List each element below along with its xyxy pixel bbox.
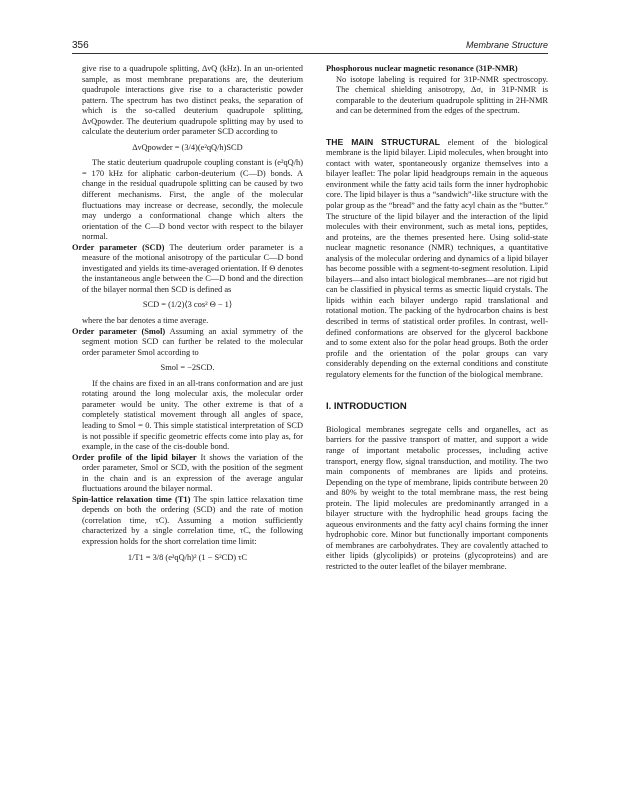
glossary-entry-p31-nmr [326,64,548,75]
page-number: 356 [72,40,89,51]
left-column [72,64,303,568]
glossary-entry-spin-lattice [72,495,303,548]
paragraph: The static deuterium quadrupole coupling constant is (e²qQ/h) = 170 kHz for aliphatic carbon-deuterium (C—D) bonds. A change in the residual quadrupole splitting can be caused by two different mechanisms. First, the angle of the molecular fluctuations may increase or decrease, secondly, the molecule may undergo a conformational change which alters the orientation of the C—D bond vector with respect to the bilayer normal. [82,158,303,242]
glossary-term: Spin-lattice relaxation time (T1) [72,494,191,504]
paragraph: If the chains are fixed in an all-trans conformation and are just rotating around the long molecular axis, the molecular order parameter would be unity. The other extreme is that of a completely statistical movement through all angles of space, leading to Smol = 0. This simple statistical interpretation of SCD is not possible if specific geometric effects come into play as, for example, in the case of the cis-double bond. [82,378,303,452]
glossary-definition: It shows the variation of the order parameter, Smol or SCD, with the position of the segment in the chain and is an expression of the average angular fluctuations around the bilayer normal. [82,452,303,494]
equation-powder-splitting: ΔνQpowder = (3/4)(e²qQ/h)SCD [132,142,243,152]
paragraph: give rise to a quadrupole splitting, ΔνQ (kHz). In an un-oriented sample, as most membrane preparations are, the deuterium quadrupole interactions give rise to a characteristic powder pattern. The spectrum has two distinct peaks, the separation of which is the so-called deuterium quadrupole splitting, ΔνQpowder. The deuterium quadrupole splitting may by used to calculate the deuterium order parameter SCD according to [82,64,303,137]
glossary-entry-order-parameter-smol [72,327,303,359]
glossary-term: Order parameter (Smol) [72,326,166,336]
glossary-definition: The deuterium order parameter is a measure of the motional anisotropy of the particular C—D bond investigated and yields its time-averaged orientation. If Θ denotes the instantaneous angle between the C—D bond and the direction of the bilayer normal then SCD is defined as [82,242,303,294]
equation-smol: Smol = −2SCD. [160,363,215,373]
abstract-paragraph [326,137,548,381]
glossary-term: Order profile of the lipid bilayer [72,452,197,462]
section-heading-introduction: I. INTRODUCTION [326,401,407,413]
glossary-term: Order parameter (SCD) [72,242,165,252]
abstract-lead-in: THE MAIN STRUCTURAL [326,136,440,147]
glossary-definition: Assuming an axial symmetry of the segment motion SCD can further be related to the molecular order parameter Smol according to [82,326,303,357]
header-rule [72,53,548,54]
glossary-definition: The spin lattice relaxation time depends on both the ordering (SCD) and the rate of motion (correlation time, τC). Assuming a motion sufficiently characterized by a single correlation time, τC, the following expression holds for the short correlation time limit: [82,494,303,546]
glossary-entry-order-profile [72,453,303,495]
glossary-definition: No isotope labeling is required for 31P-NMR spectroscopy. The chemical shielding anisotropy, Δσ, in 31P-NMR is comparable to the deuterium quadrupole splitting in 2H-NMR and can be determined from the edges of the spectrum. [336,74,548,116]
paragraph: where the bar denotes a time average. [82,316,209,326]
introduction-paragraph: Biological membranes segregate cells and organelles, act as barriers for the passive transport of matter, and support a wide range of important metabolic processes, including active transport, energy flow, signal transduction, and motility. The two main components of membranes are lipids and proteins. Depending on the type of membrane, lipids contribute between 20 and 80% by weight to the total membrane mass, the rest being protein. The lipid molecules are predominantly arranged in a bilayer structure with the hydrophilic head groups facing the aqueous environments and the fatty acyl chains forming the inner hydrophobic core. Minor but functionally important components of membranes are carbohydrates. They are covalently attached to either lipids (glycolipids) or proteins (glycoproteins) and are restricted to the outer leaflet of the bilayer membrane. [326,424,548,571]
equation-order-parameter: SCD = (1/2)⟨3 cos² Θ − 1⟩ [142,300,233,310]
right-column [326,64,548,573]
equation-relaxation: 1/T1 = 3/8 (e²qQ/h)² (1 − S²CD) τC [127,552,248,562]
running-title: Membrane Structure [465,40,548,50]
glossary-entry-order-parameter-scd [72,243,303,296]
abstract-text: element of the biological membrane is the lipid bilayer. Lipid molecules, when brought into contact with water, spontaneously organize themselves into a bilayer leaflet: The polar lipid headgroups remain in the aqueous environment while the fatty acid tails form the inner hydrophobic core. The lipid bilayer is thus a “sandwich”-like structure with the polar group as the “bread” and the fatty acyl chain as the “butter.” The structure of the lipid bilayer and the interaction of the lipid molecules with their environment, such as metal ions, peptides, and proteins, are the themes presented here. Using solid-state nuclear magnetic resonance (NMR) techniques, a quantitative analysis of the molecular ordering and dynamics of a lipid bilayer has become possible with a segment-to-segment resolution. Lipid bilayers—and also intact biological membranes—are not rigid but can be classified in physical terms as smectic liquid crystals. The lipids within each bilayer undergo rapid translational and rotational motion. The packing of the hydrocarbon chains is best described in terms of statistical order profiles. In contrast, well-defined conformations are observed for the glycerol backbone and to some extent also for the polar head groups. Both the order profile and the orientation of the polar groups can vary considerably depending on the external conditions and constitute regulatory elements for the function of the biological membrane. [326,137,549,379]
glossary-term: Phosphorous nuclear magnetic resonance (31P-NMR) [326,64,518,73]
